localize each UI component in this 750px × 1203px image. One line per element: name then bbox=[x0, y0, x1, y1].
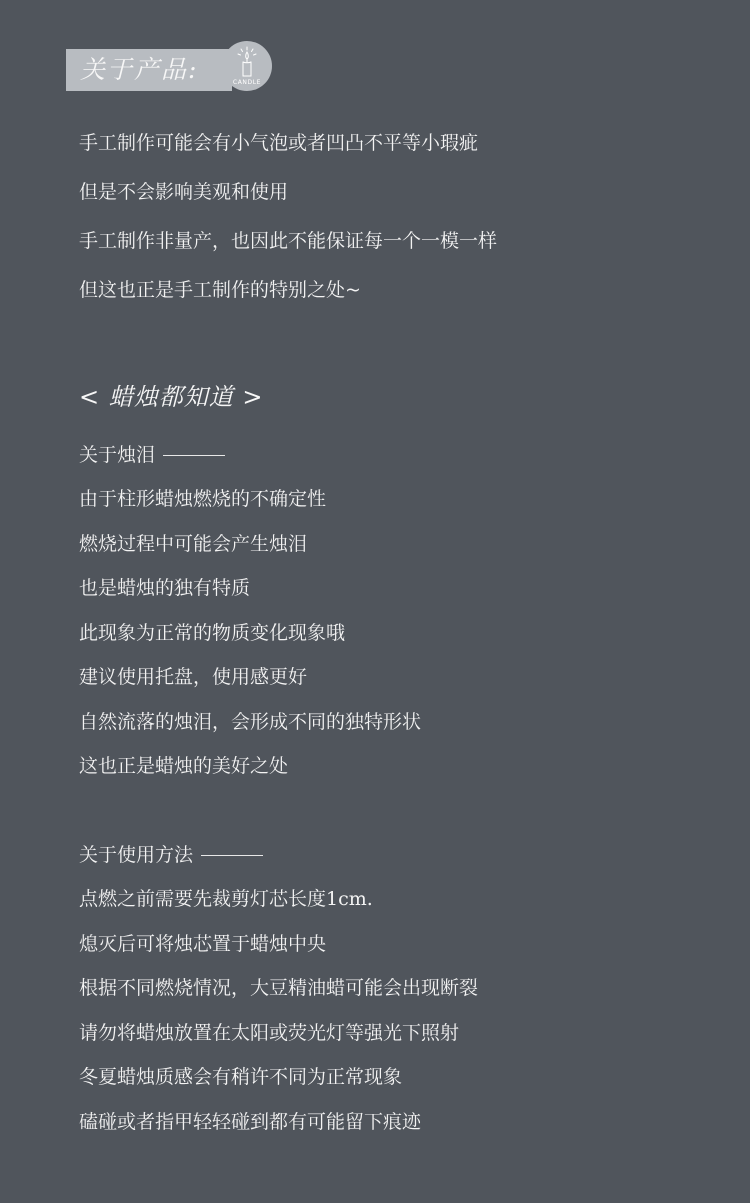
candle-logo bbox=[222, 41, 272, 91]
page-title: 关于产品: bbox=[80, 55, 199, 84]
about-line: 但是不会影响美观和使用 bbox=[79, 181, 289, 203]
usage-heading-label: 关于使用方法 bbox=[79, 844, 194, 866]
usage-line: 请勿将蜡烛放置在太阳或荧光灯等强光下照射 bbox=[79, 1022, 460, 1044]
tears-line: 这也正是蜡烛的美好之处 bbox=[79, 755, 289, 777]
usage-heading bbox=[79, 843, 263, 867]
tears-line: 此现象为正常的物质变化现象哦 bbox=[79, 622, 346, 644]
tears-line: 由于柱形蜡烛燃烧的不确定性 bbox=[79, 488, 327, 510]
tears-line: 自然流落的烛泪，会形成不同的独特形状 bbox=[79, 711, 422, 733]
about-line: 但这也正是手工制作的特别之处~ bbox=[79, 279, 361, 301]
about-line: 手工制作可能会有小气泡或者凹凸不平等小瑕疵 bbox=[79, 132, 479, 154]
logo-text: CANDLE bbox=[232, 79, 262, 86]
usage-line: 磕碰或者指甲轻轻碰到都有可能留下痕迹 bbox=[79, 1111, 422, 1133]
tears-heading-label: 关于烛泪 bbox=[79, 444, 156, 466]
tears-line: 建议使用托盘，使用感更好 bbox=[79, 666, 308, 688]
tears-heading bbox=[79, 443, 225, 467]
heading-divider bbox=[163, 455, 225, 456]
heading-divider bbox=[201, 855, 263, 856]
about-line: 手工制作非量产，也因此不能保证每一个一模一样 bbox=[79, 230, 498, 252]
usage-line: 冬夏蜡烛质感会有稍许不同为正常现象 bbox=[79, 1066, 403, 1088]
usage-line: 熄灭后可将烛芯置于蜡烛中央 bbox=[79, 933, 327, 955]
tears-line: 燃烧过程中可能会产生烛泪 bbox=[79, 533, 308, 555]
tears-line: 也是蜡烛的独有特质 bbox=[79, 577, 251, 599]
usage-line: 点燃之前需要先裁剪灯芯长度1cm. bbox=[79, 888, 373, 910]
section-title: < 蜡烛都知道 > bbox=[79, 383, 264, 411]
usage-line: 根据不同燃烧情况，大豆精油蜡可能会出现断裂 bbox=[79, 977, 479, 999]
